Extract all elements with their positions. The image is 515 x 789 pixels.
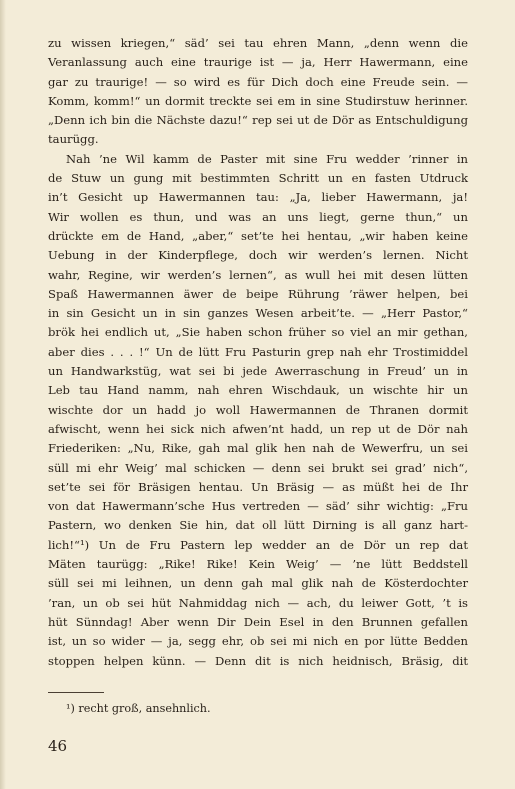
text-line: de Stuw un gung mit bestimmten Schritt un en fasten Utdruck xyxy=(48,171,468,186)
body-text xyxy=(48,34,468,671)
page-edge-shadow xyxy=(0,0,6,789)
text-line: Spaß Hawermannen äwer de beipe Rührung ’räwer helpen, bei xyxy=(48,286,468,301)
text-line: drückte em de Hand, „aber,“ set’te hei hentau, „wir haben keine xyxy=(48,228,468,243)
footnote: ¹) recht groß, ansehnlich. xyxy=(66,702,211,715)
text-line: gar zu traurige! — so wird es für Dich doch eine Freude sein. — xyxy=(48,74,468,89)
text-line: hüt Sünndag! Aber wenn Dir Dein Esel in den Brunnen gefallen xyxy=(48,614,468,629)
page-number: 46 xyxy=(48,737,68,755)
text-line: ’ran, un ob sei hüt Nahmiddag nich — ach, du leiwer Gott, ’t is xyxy=(48,595,468,610)
footnote-divider xyxy=(48,692,104,693)
text-line: afwischt, wenn hei sick nich afwen’nt hadd, un rep ut de Dör nah xyxy=(48,421,468,436)
text-line: Mäten taurügg: „Rike! Rike! Kein Weig’ — ’ne lütt Beddstell xyxy=(48,557,468,572)
text-line: lich!“¹) Un de Fru Pastern lep wedder an de Dör un rep dat xyxy=(48,537,468,552)
text-line: set’te sei för Bräsigen hentau. Un Bräsig — as müßt hei de Ihr xyxy=(48,479,468,494)
text-line: „Denn ich bin die Nächste dazu!“ rep sei ut de Dör as Entschuldigung xyxy=(48,113,468,128)
text-line: Leb tau Hand namm, nah ehren Wischdauk, un wischte hir un xyxy=(48,383,468,398)
text-line: Friederiken: „Nu, Rike, gah mal glik hen nah de Wewerfru, un sei xyxy=(48,441,468,456)
text-line: taurügg. xyxy=(48,132,99,147)
text-line: Veranlassung auch eine traurige ist — ja, Herr Hawermann, eine xyxy=(48,55,468,70)
text-line: Pastern, wo denken Sie hin, dat oll lütt Dirning is all ganz hart- xyxy=(48,518,468,533)
text-line: Uebung in der Kinderpflege, doch wir werden’s lernen. Nicht xyxy=(48,248,468,263)
text-line: in sin Gesicht un in sin ganzes Wesen arbeit’te. — „Herr Pastor,“ xyxy=(48,306,468,321)
text-line: süll mi ehr Weig’ mal schicken — denn sei brukt sei grad’ nich“, xyxy=(48,460,468,475)
text-line: süll sei mi leihnen, un denn gah mal glik nah de Kösterdochter xyxy=(48,576,468,591)
text-line: Nah ’ne Wil kamm de Paster mit sine Fru wedder ’rinner in xyxy=(66,151,468,166)
text-line: ist, un so wider — ja, segg ehr, ob sei mi nich en por lütte Bedden xyxy=(48,634,468,649)
text-line: wischte dor un hadd jo woll Hawermannen de Thranen dormit xyxy=(48,402,468,417)
text-line: zu wissen kriegen,“ säd’ sei tau ehren Mann, „denn wenn die xyxy=(48,36,468,50)
text-line: von dat Hawermann’sche Hus vertreden — säd’ sihr wichtig: „Fru xyxy=(48,499,468,514)
text-line: aber dies . . . !“ Un de lütt Fru Pasturin grep nah ehr Trostimiddel xyxy=(48,344,468,359)
text-line: brök hei endlich ut, „Sie haben schon früher so viel an mir gethan, xyxy=(48,325,468,340)
text-line: stoppen helpen künn. — Denn dit is nich heidnisch, Bräsig, dit xyxy=(48,653,468,668)
text-line: wahr, Regine, wir werden’s lernen“, as wull hei mit desen lütten xyxy=(48,267,468,282)
text-line: Komm, komm!“ un dormit treckte sei em in sine Studirstuw herinner. xyxy=(48,93,468,108)
text-line: in’t Gesicht up Hawermannen tau: „Ja, lieber Hawermann, ja! xyxy=(48,190,468,205)
text-line: Wir wollen es thun, und was an uns liegt, gerne thun,“ un xyxy=(48,209,468,224)
text-line: un Handwarkstüg, wat sei bi jede Awerraschung in Freud’ un in xyxy=(48,364,468,379)
